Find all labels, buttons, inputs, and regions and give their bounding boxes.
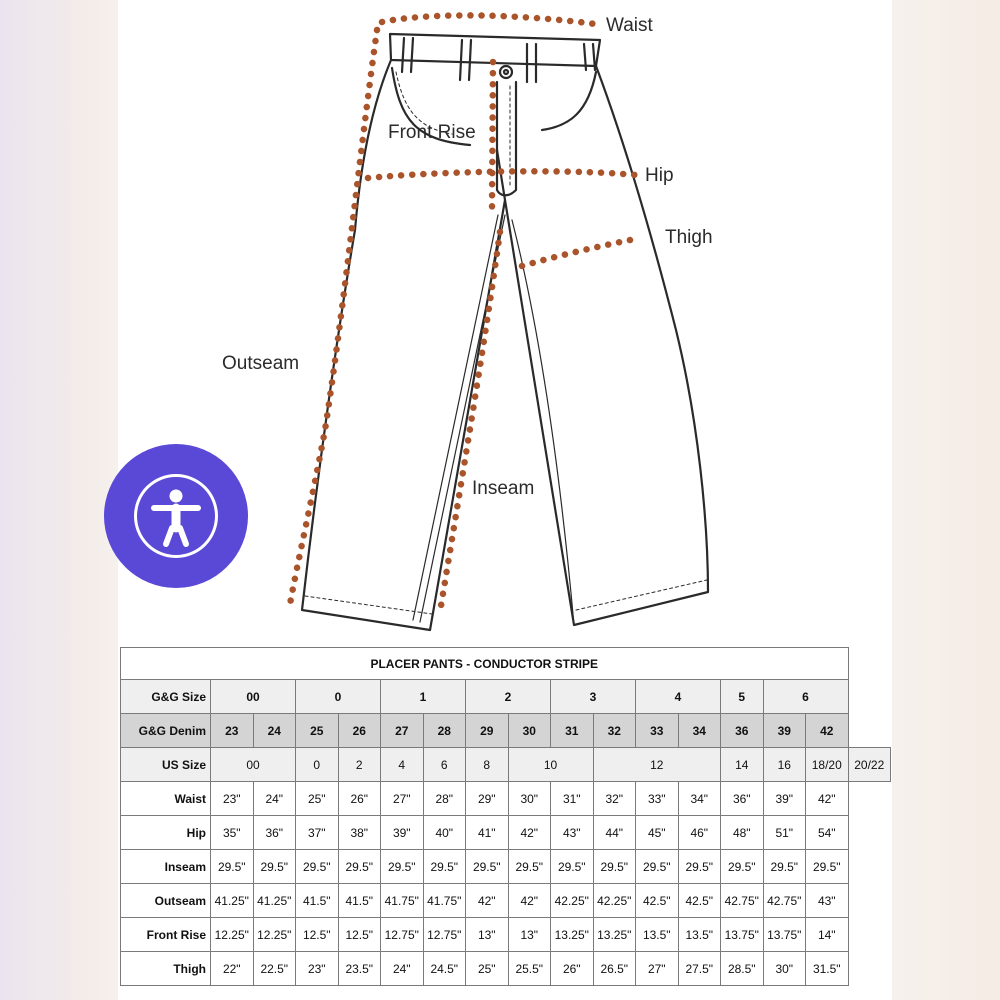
measurement-cell: 13" — [508, 918, 551, 952]
measurement-cell: 35" — [211, 816, 254, 850]
measurement-cell: 43" — [551, 816, 594, 850]
row-header: Hip — [121, 816, 211, 850]
measurement-row — [121, 884, 891, 918]
measurement-cell: 26" — [551, 952, 594, 986]
measurement-row — [121, 952, 891, 986]
measurement-cell: 12.25" — [211, 918, 254, 952]
measurement-cell: 41.75" — [381, 884, 424, 918]
us-size-cell: 0 — [296, 748, 339, 782]
hip-label: Hip — [645, 165, 674, 186]
measurement-cell: 45" — [636, 816, 679, 850]
measurement-cell: 41.75" — [423, 884, 466, 918]
row-header: Waist — [121, 782, 211, 816]
measurement-cell: 37" — [296, 816, 339, 850]
measurement-cell: 25.5" — [508, 952, 551, 986]
measurement-cell: 41.25" — [211, 884, 254, 918]
row-header: G&G Denim — [121, 714, 211, 748]
inseam-label: Inseam — [472, 478, 535, 499]
measurement-cell: 30" — [763, 952, 806, 986]
measurement-cell: 28.5" — [721, 952, 764, 986]
gg-denim-cell: 30 — [508, 714, 551, 748]
measurement-cell: 12.5" — [338, 918, 381, 952]
measurement-cell: 48" — [721, 816, 764, 850]
measurement-cell: 33" — [636, 782, 679, 816]
measurement-cell: 41.25" — [253, 884, 296, 918]
gg-size-cell: 4 — [636, 680, 721, 714]
left-blur-background — [0, 0, 120, 1000]
measurement-cell: 41.5" — [338, 884, 381, 918]
accessibility-person-icon — [104, 444, 248, 588]
measurement-cell: 29.5" — [508, 850, 551, 884]
measurement-cell: 13.75" — [721, 918, 764, 952]
us-size-cell: 8 — [466, 748, 509, 782]
row-header: Inseam — [121, 850, 211, 884]
gg-size-cell: 6 — [763, 680, 848, 714]
size-chart-table — [120, 647, 891, 986]
measurement-cell: 29.5" — [593, 850, 636, 884]
measurement-cell: 29.5" — [211, 850, 254, 884]
measurement-cell: 25" — [296, 782, 339, 816]
measurement-cell: 32" — [593, 782, 636, 816]
measurement-cell: 42" — [508, 816, 551, 850]
row-header: Outseam — [121, 884, 211, 918]
measurement-cell: 41.5" — [296, 884, 339, 918]
us-size-cell: 00 — [211, 748, 296, 782]
measurement-cell: 29.5" — [551, 850, 594, 884]
measurement-cell: 41" — [466, 816, 509, 850]
measurement-cell: 42" — [508, 884, 551, 918]
measurement-cell: 24" — [253, 782, 296, 816]
measurement-cell: 42.25" — [593, 884, 636, 918]
measurement-cell: 44" — [593, 816, 636, 850]
gg-denim-row — [121, 714, 891, 748]
measurement-cell: 29" — [466, 782, 509, 816]
measurement-cell: 23.5" — [338, 952, 381, 986]
gg-denim-cell: 34 — [678, 714, 721, 748]
gg-denim-cell: 33 — [636, 714, 679, 748]
measurement-cell: 46" — [678, 816, 721, 850]
gg-size-cell: 2 — [466, 680, 551, 714]
gg-size-cell: 00 — [211, 680, 296, 714]
measurement-cell: 13.25" — [551, 918, 594, 952]
measurement-cell: 26" — [338, 782, 381, 816]
measurement-cell: 13.5" — [678, 918, 721, 952]
measurement-cell: 29.5" — [763, 850, 806, 884]
us-size-cell: 2 — [338, 748, 381, 782]
measurement-cell: 39" — [381, 816, 424, 850]
gg-size-cell: 3 — [551, 680, 636, 714]
outseam-label: Outseam — [222, 353, 300, 374]
gg-denim-cell: 29 — [466, 714, 509, 748]
gg-denim-cell: 23 — [211, 714, 254, 748]
measurement-cell: 29.5" — [423, 850, 466, 884]
measurement-cell: 42.25" — [551, 884, 594, 918]
measurement-cell: 23" — [296, 952, 339, 986]
measurement-cell: 42.75" — [763, 884, 806, 918]
us-size-cell: 12 — [593, 748, 721, 782]
measurement-cell: 54" — [806, 816, 849, 850]
measurement-cell: 34" — [678, 782, 721, 816]
row-header: Thigh — [121, 952, 211, 986]
measurement-cell: 12.5" — [296, 918, 339, 952]
measurement-cell: 43" — [806, 884, 849, 918]
gg-denim-cell: 36 — [721, 714, 764, 748]
measurement-cell: 28" — [423, 782, 466, 816]
measurement-cell: 29.5" — [806, 850, 849, 884]
measurement-cell: 31" — [551, 782, 594, 816]
measurement-cell: 23" — [211, 782, 254, 816]
measurement-cell: 29.5" — [678, 850, 721, 884]
us-size-cell: 6 — [423, 748, 466, 782]
us-size-cell: 16 — [763, 748, 806, 782]
measurement-cell: 36" — [721, 782, 764, 816]
measurement-cell: 26.5" — [593, 952, 636, 986]
thigh-label: Thigh — [665, 227, 713, 248]
measurement-cell: 36" — [253, 816, 296, 850]
us-size-cell: 4 — [381, 748, 424, 782]
gg-denim-cell: 28 — [423, 714, 466, 748]
gg-size-cell: 0 — [296, 680, 381, 714]
row-header: Front Rise — [121, 918, 211, 952]
measurement-row — [121, 850, 891, 884]
measurement-cell: 51" — [763, 816, 806, 850]
right-blur-background — [890, 0, 1000, 1000]
measurement-cell: 25" — [466, 952, 509, 986]
measurement-cell: 42.5" — [636, 884, 679, 918]
gg-denim-cell: 31 — [551, 714, 594, 748]
measurement-cell: 29.5" — [636, 850, 679, 884]
measurement-cell: 40" — [423, 816, 466, 850]
measurement-row — [121, 782, 891, 816]
measurement-cell: 22.5" — [253, 952, 296, 986]
row-header: US Size — [121, 748, 211, 782]
measurement-cell: 30" — [508, 782, 551, 816]
us-size-cell: 10 — [508, 748, 593, 782]
measurement-row — [121, 918, 891, 952]
measurement-cell: 29.5" — [721, 850, 764, 884]
waist-label: Waist — [606, 15, 653, 36]
measurement-cell: 12.25" — [253, 918, 296, 952]
measurement-row — [121, 816, 891, 850]
gg-denim-cell: 39 — [763, 714, 806, 748]
gg-size-row — [121, 680, 891, 714]
measurement-cell: 38" — [338, 816, 381, 850]
measurement-cell: 24" — [381, 952, 424, 986]
measurement-cell: 12.75" — [381, 918, 424, 952]
measurement-cell: 39" — [763, 782, 806, 816]
measurement-cell: 13.75" — [763, 918, 806, 952]
us-size-row — [121, 748, 891, 782]
measurement-cell: 29.5" — [381, 850, 424, 884]
gg-denim-cell: 25 — [296, 714, 339, 748]
measurement-cell: 12.75" — [423, 918, 466, 952]
measurement-cell: 14" — [806, 918, 849, 952]
us-size-cell: 14 — [721, 748, 764, 782]
us-size-cell: 18/20 — [806, 748, 849, 782]
gg-size-cell: 1 — [381, 680, 466, 714]
gg-size-cell: 5 — [721, 680, 764, 714]
measurement-cell: 29.5" — [338, 850, 381, 884]
measurement-cell: 29.5" — [253, 850, 296, 884]
measurement-cell: 13.25" — [593, 918, 636, 952]
measurement-cell: 13.5" — [636, 918, 679, 952]
front-rise-label: Front Rise — [388, 122, 476, 143]
gg-denim-cell: 27 — [381, 714, 424, 748]
measurement-cell: 29.5" — [296, 850, 339, 884]
accessibility-button[interactable] — [104, 444, 248, 588]
gg-denim-cell: 24 — [253, 714, 296, 748]
measurement-cell: 27.5" — [678, 952, 721, 986]
measurement-cell: 13" — [466, 918, 509, 952]
us-size-cell: 20/22 — [848, 748, 891, 782]
measurement-cell: 42.5" — [678, 884, 721, 918]
gg-denim-cell: 26 — [338, 714, 381, 748]
measurement-cell: 24.5" — [423, 952, 466, 986]
measurement-cell: 42.75" — [721, 884, 764, 918]
row-header: G&G Size — [121, 680, 211, 714]
table-title: PLACER PANTS - CONDUCTOR STRIPE — [121, 648, 849, 680]
gg-denim-cell: 42 — [806, 714, 849, 748]
measurement-cell: 29.5" — [466, 850, 509, 884]
measurement-cell: 42" — [466, 884, 509, 918]
measurement-cell: 31.5" — [806, 952, 849, 986]
measurement-cell: 27" — [636, 952, 679, 986]
gg-denim-cell: 32 — [593, 714, 636, 748]
measurement-cell: 22" — [211, 952, 254, 986]
measurement-cell: 27" — [381, 782, 424, 816]
measurement-cell: 42" — [806, 782, 849, 816]
